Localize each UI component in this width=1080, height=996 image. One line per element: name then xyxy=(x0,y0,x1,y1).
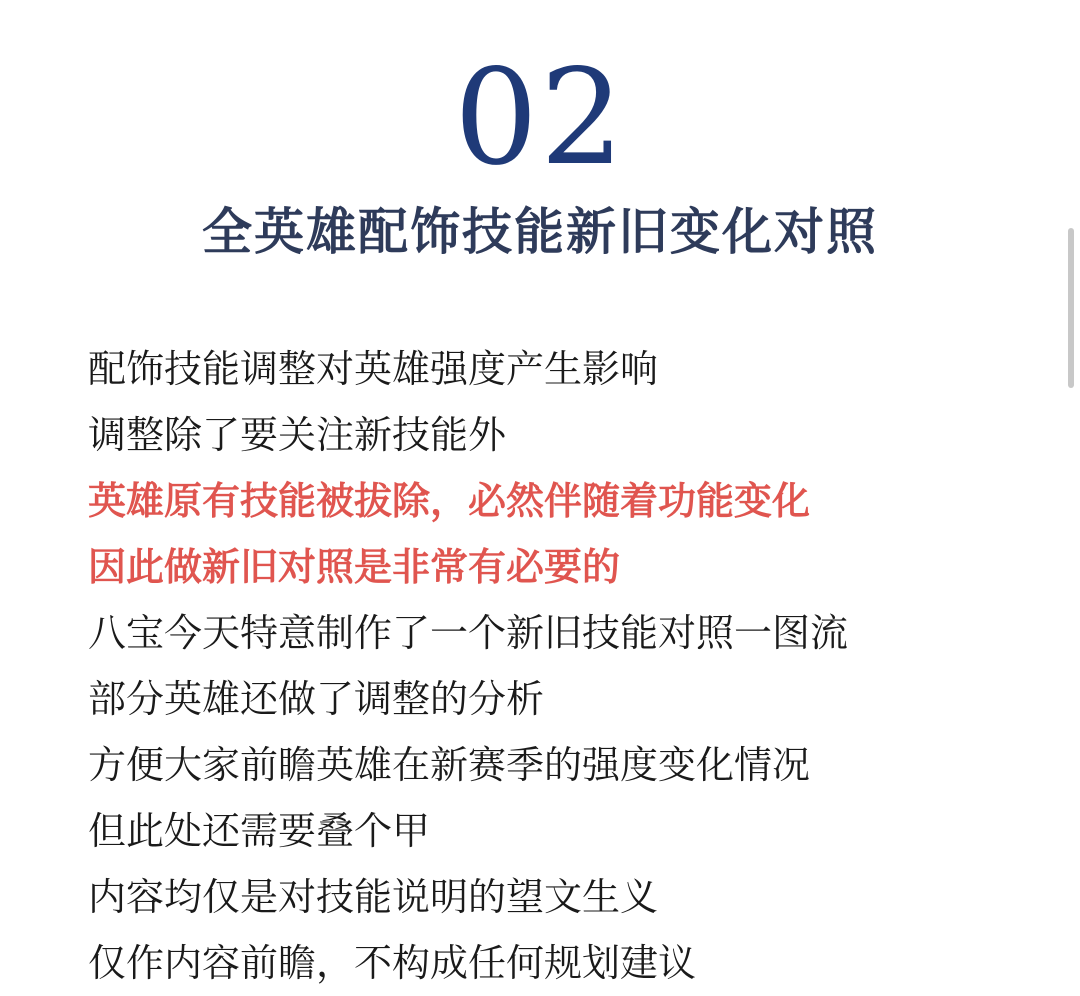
body-line: 方便大家前瞻英雄在新赛季的强度变化情况 xyxy=(88,743,811,787)
section-title: 全英雄配饰技能新旧变化对照 xyxy=(202,203,878,261)
body-line: 配饰技能调整对英雄强度产生影响 xyxy=(88,347,659,391)
body-line: 八宝今天特意制作了一个新旧技能对照一图流 xyxy=(88,611,849,655)
scrollbar-thumb[interactable] xyxy=(1068,228,1074,388)
body-line: 仅作内容前瞻，不构成任何规划建议 xyxy=(88,941,697,985)
body-text xyxy=(88,336,1048,996)
highlighted-line: 因此做新旧对照是非常有必要的 xyxy=(88,545,621,589)
highlighted-line: 英雄原有技能被拔除，必然伴随着功能变化 xyxy=(88,479,811,523)
body-line: 但此处还需要叠个甲 xyxy=(88,809,431,853)
section-number: 02 xyxy=(454,41,626,195)
body-line: 部分英雄还做了调整的分析 xyxy=(88,677,545,721)
body-line: 内容均仅是对技能说明的望文生义 xyxy=(88,875,659,919)
body-line: 调整除了要关注新技能外 xyxy=(88,413,507,457)
